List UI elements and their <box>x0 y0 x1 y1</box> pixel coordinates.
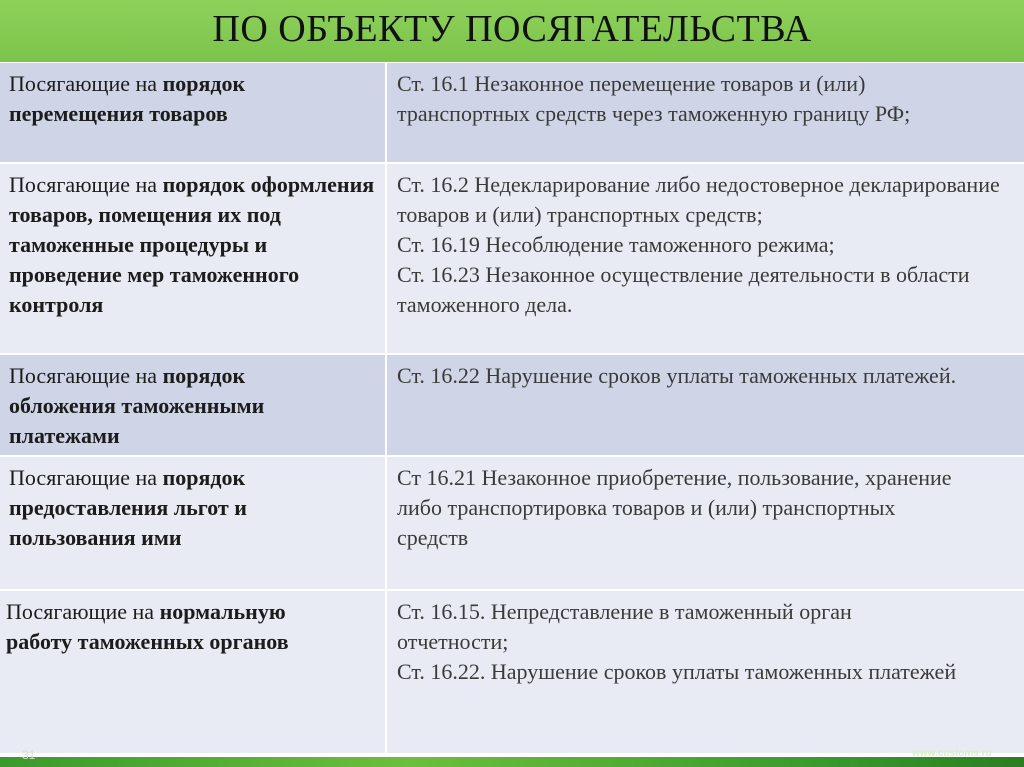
footer-site-link[interactable]: www.customs.ru <box>912 748 992 759</box>
object-plain: Посягающие на <box>9 465 163 490</box>
object-plain: Посягающие на <box>6 599 160 624</box>
object-plain: Посягающие на <box>9 71 163 96</box>
article-line: Ст. 16.22 Нарушение сроков уплаты таможенных платежей. <box>397 363 957 388</box>
object-plain: Посягающие на <box>9 363 163 388</box>
articles-cell <box>387 164 1024 353</box>
object-cell <box>0 457 385 589</box>
object-cell <box>0 355 385 455</box>
object-bold: порядок обложения таможенными платежами <box>9 363 265 448</box>
article-line: Ст. 16.15. Непредставление в таможенный орган отчетности; <box>397 599 852 654</box>
object-cell <box>0 591 385 753</box>
article-line: Ст. 16.19 Несоблюдение таможенного режима; <box>397 232 835 257</box>
footer-stripe <box>0 757 1024 767</box>
object-plain: Посягающие на <box>9 172 163 197</box>
object-cell <box>0 63 385 162</box>
table-row <box>0 63 1024 162</box>
table-row <box>0 355 1024 455</box>
offense-table <box>0 63 1024 753</box>
articles-cell <box>387 457 1024 589</box>
table-row <box>0 457 1024 589</box>
article-line: Ст. 16.23 Незаконное осуществление деятельности в области таможенного дела. <box>397 262 970 317</box>
article-line: Ст 16.21 Незаконное приобретение, пользование, хранение либо транспортировка товаров и (или) транспортных средств <box>397 465 952 550</box>
table-row <box>0 591 1024 753</box>
object-bold: нормальную работу таможенных органов <box>6 599 289 654</box>
articles-cell <box>387 591 1024 753</box>
table-row <box>0 164 1024 353</box>
object-bold: порядок предоставления льгот и пользования ими <box>9 465 247 550</box>
object-cell <box>0 164 385 353</box>
article-line: Ст. 16.1 Незаконное перемещение товаров и (или) транспортных средств через таможенную границу РФ; <box>397 71 911 126</box>
object-bold: порядок оформления товаров, помещения их под таможенные процедуры и проведение мер таможенного контроля <box>9 172 375 317</box>
page-number: 31 <box>22 748 36 762</box>
slide-title: ПО ОБЪЕКТУ ПОСЯГАТЕЛЬСТВА <box>212 8 812 50</box>
articles-cell <box>387 355 1024 455</box>
object-bold: порядок перемещения товаров <box>9 71 246 126</box>
articles-cell <box>387 63 1024 162</box>
article-line: Ст. 16.22. Нарушение сроков уплаты таможенных платежей <box>397 659 957 684</box>
article-line: Ст. 16.2 Недекларирование либо недостоверное декларирование товаров и (или) транспортных средств; <box>397 172 1000 227</box>
